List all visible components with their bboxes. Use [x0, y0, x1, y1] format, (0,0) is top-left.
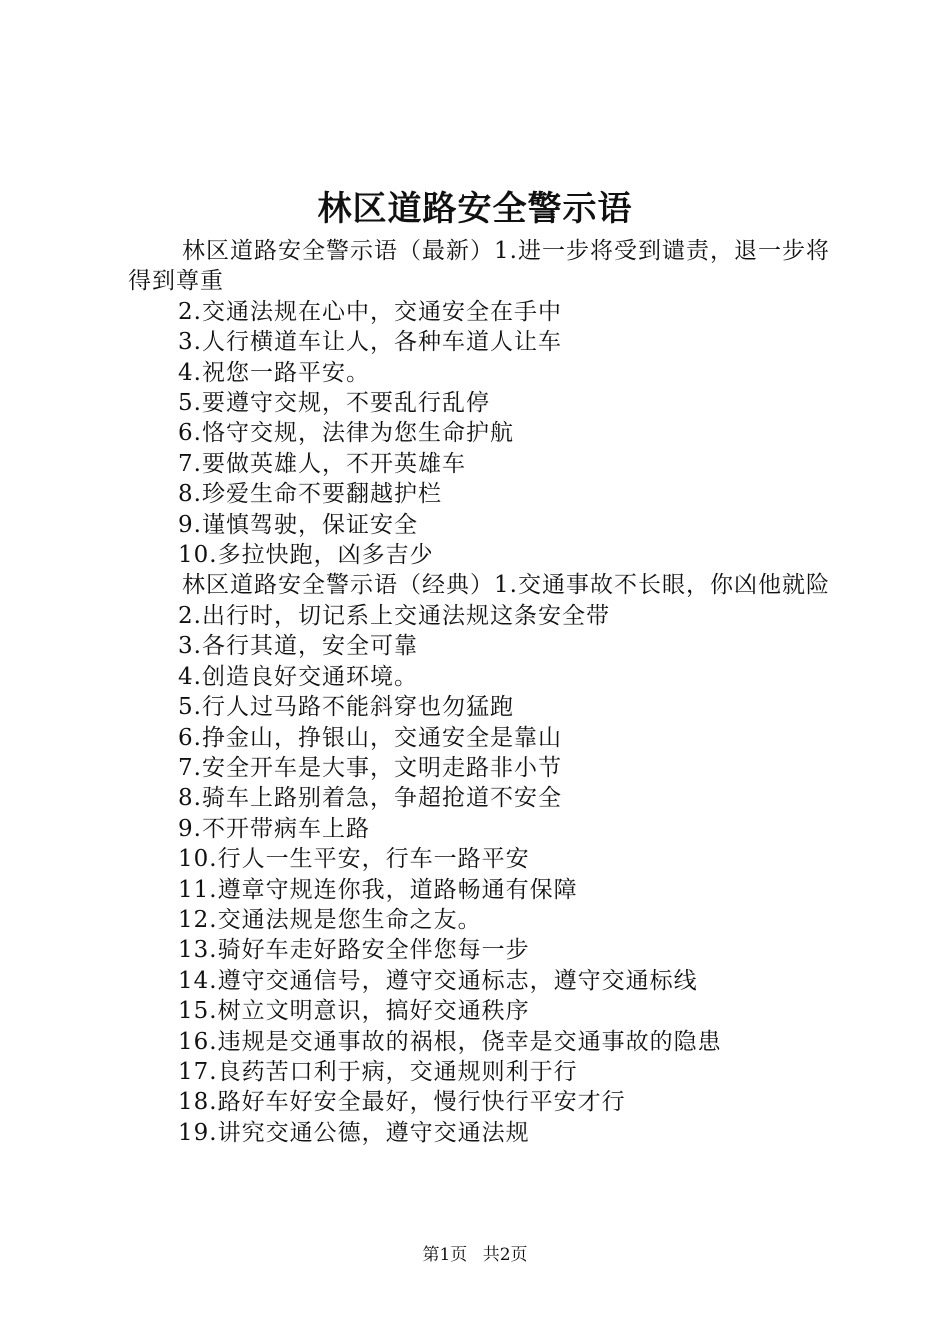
page-number-current: 第1页 [422, 1245, 468, 1265]
list-item: 7.安全开车是大事，文明走路非小节 [178, 754, 562, 781]
list-item: 11.遵章守规连你我，道路畅通有保障 [178, 876, 578, 903]
list-item: 8.珍爱生命不要翻越护栏 [178, 481, 442, 508]
section1-intro: 林区道路安全警示语（最新）1.进一步将受到谴责，退一步将得到尊重 [128, 238, 830, 295]
list-item: 3.人行横道车让人，各种车道人让车 [178, 329, 562, 356]
list-item: 19.讲究交通公德，遵守交通法规 [178, 1119, 530, 1146]
list-item: 5.行人过马路不能斜穿也勿猛跑 [178, 694, 514, 721]
section2-intro: 林区道路安全警示语（经典）1.交通事故不长眼，你凶他就险 [182, 572, 830, 599]
list-item: 2.交通法规在心中，交通安全在手中 [178, 298, 562, 325]
section2-list [128, 601, 836, 1148]
list-item: 2.出行时，切记系上交通法规这条安全带 [178, 602, 610, 629]
page-footer [0, 1243, 950, 1267]
list-item: 9.不开带病车上路 [178, 815, 370, 842]
list-item: 6.挣金山，挣银山，交通安全是靠山 [178, 724, 562, 751]
list-item: 14.遵守交通信号，遵守交通标志，遵守交通标线 [178, 967, 698, 994]
list-item: 3.各行其道，安全可靠 [178, 633, 418, 660]
list-item: 7.要做英雄人，不开英雄车 [178, 450, 466, 477]
list-item: 15.树立文明意识，搞好交通秩序 [178, 998, 530, 1025]
list-item: 18.路好车好安全最好，慢行快行平安才行 [178, 1089, 626, 1116]
list-item: 10.行人一生平安，行车一路平安 [178, 846, 530, 873]
list-item: 8.骑车上路别着急，争超抢道不安全 [178, 785, 562, 812]
list-item: 4.祝您一路平安。 [178, 359, 370, 386]
section1-list [128, 297, 836, 571]
document-body [128, 236, 836, 1148]
list-item: 6.恪守交规，法律为您生命护航 [178, 420, 514, 447]
list-item: 12.交通法规是您生命之友。 [178, 906, 482, 933]
list-item: 17.良药苦口利于病，交通规则利于行 [178, 1058, 578, 1085]
list-item: 5.要遵守交规，不要乱行乱停 [178, 390, 490, 417]
list-item: 16.违规是交通事故的祸根，侥幸是交通事故的隐患 [178, 1028, 722, 1055]
list-item: 9.谨慎驾驶，保证安全 [178, 511, 418, 538]
list-item: 4.创造良好交通环境。 [178, 663, 418, 690]
page-title: 林区道路安全警示语 [317, 189, 633, 229]
page-number-total: 共2页 [482, 1245, 528, 1265]
list-item: 13.骑好车走好路安全伴您每一步 [178, 937, 530, 964]
list-item: 10.多拉快跑，凶多吉少 [178, 542, 434, 569]
